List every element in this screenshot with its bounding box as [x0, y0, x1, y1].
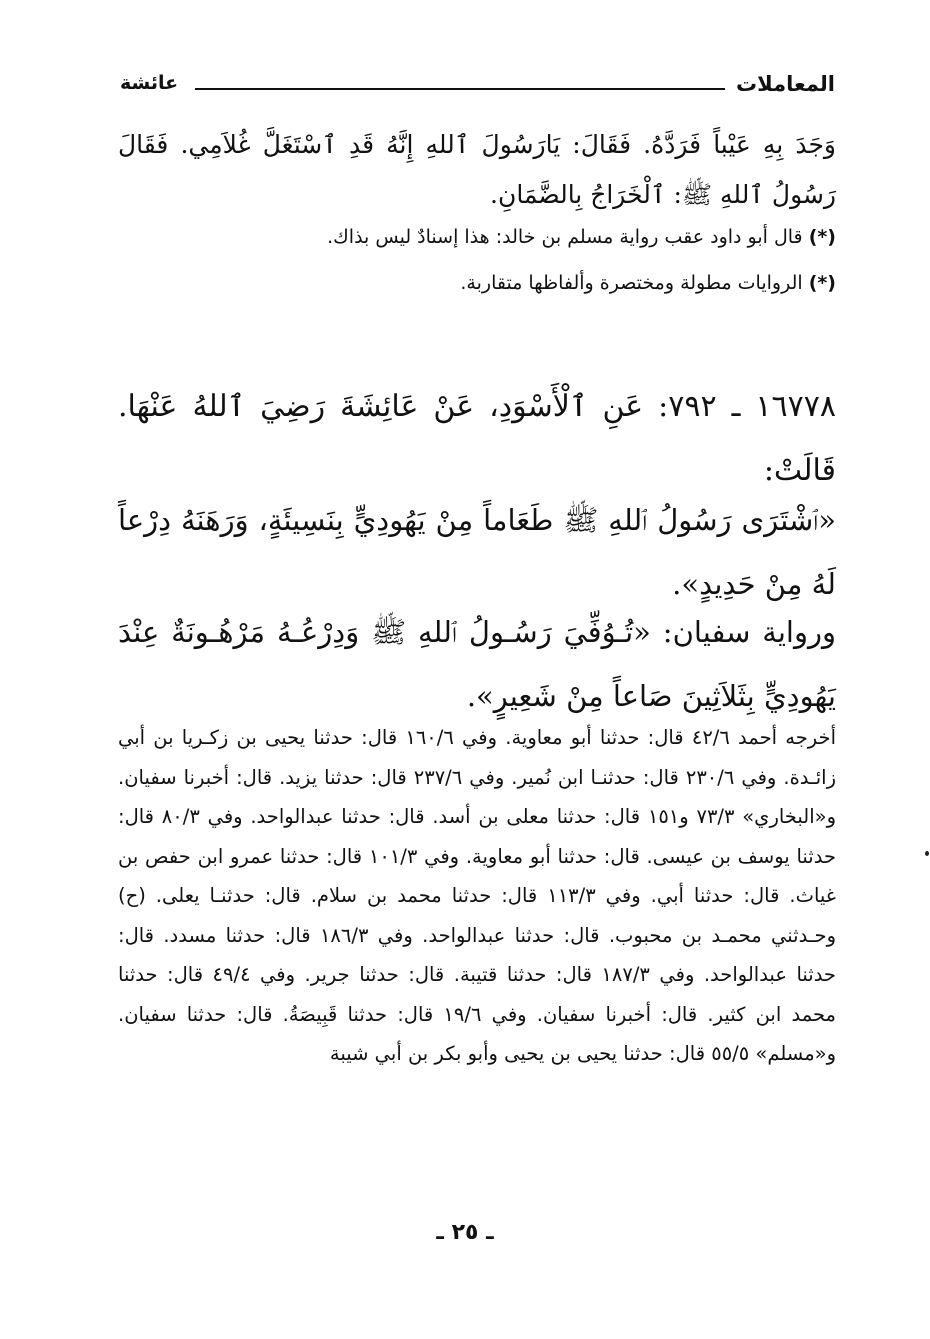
takhrij-paragraph: أخرجه أحمد ٤٢/٦ قال: حدثنا أبو معاوية. وفي ١٦٠/٦ قال: حدثنا يحيى بن زكـريا بن أبي زائـدة. وفي ٢٣٠/٦ قال: حدثنـا ابن نُمير. وفي ٢٣٧/٦ قال: حدثنا يزيد. قال: أخبرنا سفيان. و«البخاري» ٧٣/٣ و١٥١ قال: حدثنا معلى بن أسد. قال: حدثنا عبدالواحد. وفي ٨٠/٣ قال: حدثنا يوسف بن عيسى. قال: حدثنا أبو معاوية. وفي ١٠١/٣ قال: حدثنا عمرو ابن حفص بن غياث. قال: حدثنا أبي. وفي ١١٣/٣ قال: حدثنا محمد بن سلام. قال: حدثنـا يعلى. (ح) وحـدثني محمـد بن محبوب. قال: حدثنا عبدالواحد. وفي ١٨٦/٣ قال: حدثنا مسدد. قال: حدثنا عبدالواحد. وفي ١٨٧/٣ قال: حدثنا قتيبة. قال: حدثنا جرير. وفي ٤٩/٤ قال: حدثنا محمد ابن كثير. قال: أخبرنا سفيان. وفي ١٩/٦ قال: حدثنا قَبِيصَةُ. قال: حدثنا سفيان. و«مسلم» ٥٥/٥ قال: حدثنا يحيى بن يحيى وأبو بكر بن أبي شيبة [118, 726, 836, 1065]
chapter-title: المعاملات [736, 72, 835, 96]
footnote-text: الروايات مطولة ومختصرة وألفاظها متقاربة. [460, 272, 803, 294]
footnote-2 [118, 264, 836, 302]
running-header [120, 70, 835, 104]
footnote-marker: (*) [808, 272, 836, 294]
continued-hadith-text: وَجَدَ بِهِ عَيْباً فَرَدَّهُ. فَقَالَ: يَارَسُولَ ٱللهِ إِنَّهُ قَدِ ٱسْتَغَلَّ غُلاَمِي. فَقَالَ رَسُولُ ٱللهِ ﷺ: ٱلْخَرَاجُ بِالضَّمَانِ. [118, 130, 836, 209]
page-number: ـ ٢٥ ـ [436, 1220, 494, 1245]
scan-speck [925, 851, 929, 856]
footnote-marker: (*) [808, 226, 836, 248]
hadith-matn: «ٱشْتَرَى رَسُولُ ٱللهِ ﷺ طَعَاماً مِنْ يَهُودِيٍّ بِنَسِيئَةٍ، وَرَهَنَهُ دِرْعاً لَهُ مِنْ حَدِيدٍ». [118, 503, 836, 601]
header-rule [195, 88, 725, 90]
hadith-heading: ١٦٧٧٨ ـ ٧٩٢: عَنِ ٱلْأَسْوَدِ، عَنْ عَائِشَةَ رَضِيَ ٱللهُ عَنْهَا. قَالَتْ: [118, 389, 836, 488]
footnote-text: قال أبو داود عقب رواية مسلم بن خالد: هذا إسنادٌ ليس بذاك. [327, 226, 803, 248]
hadith-variant: ورواية سفيان: «تُـوُفِّيَ رَسُـولُ ٱللهِ ﷺ وَدِرْعُـهُ مَرْهُـونَةٌ عِنْدَ يَهُودِيٍّ بِثَلاَثِينَ صَاعاً مِنْ شَعِيرٍ». [118, 615, 836, 713]
footnote-1 [118, 218, 836, 256]
narrator-title: عائشة [120, 72, 179, 94]
